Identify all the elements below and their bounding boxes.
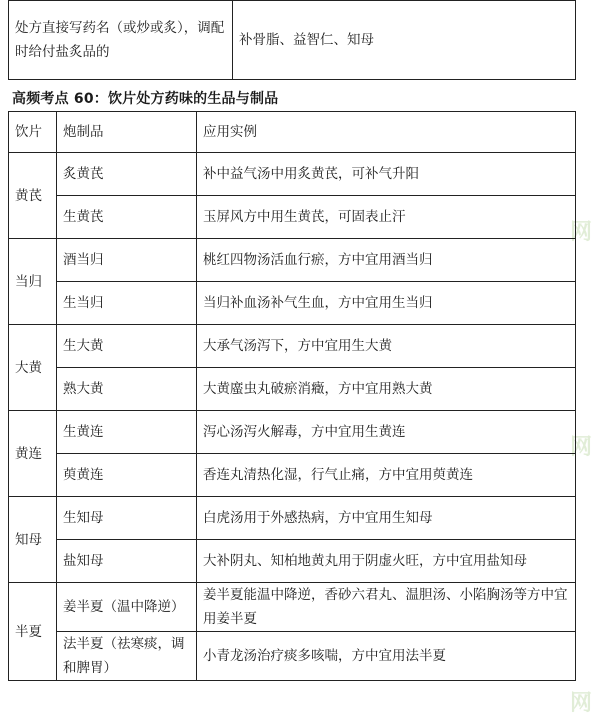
table-row <box>9 282 576 325</box>
table-row <box>9 153 576 196</box>
example-cell: 大承气汤泻下，方中宜用生大黄 <box>197 325 576 368</box>
herb-name-cell: 当归 <box>9 239 57 325</box>
example-cell: 大补阴丸、知柏地黄丸用于阴虚火旺，方中宜用盐知母 <box>197 540 576 583</box>
processed-cell: 酒当归 <box>57 239 197 282</box>
table-row <box>9 368 576 411</box>
processed-cell: 生大黄 <box>57 325 197 368</box>
header-cell: 炮制品 <box>57 112 197 153</box>
watermark: 网 <box>569 435 592 460</box>
processed-cell: 生知母 <box>57 497 197 540</box>
top-table <box>8 0 576 80</box>
herb-name-cell: 黄连 <box>9 411 57 497</box>
herb-name-cell: 大黄 <box>9 325 57 411</box>
example-cell: 姜半夏能温中降逆，香砂六君丸、温胆汤、小陷胸汤等方中宜用姜半夏 <box>197 583 576 632</box>
herb-name-cell: 知母 <box>9 497 57 583</box>
processed-cell: 生黄芪 <box>57 196 197 239</box>
top-right-cell: 补骨脂、益智仁、知母 <box>233 1 576 80</box>
example-cell: 大黄䗪虫丸破瘀消癥，方中宜用熟大黄 <box>197 368 576 411</box>
example-cell: 补中益气汤中用炙黄芪，可补气升阳 <box>197 153 576 196</box>
example-cell: 泻心汤泻火解毒，方中宜用生黄连 <box>197 411 576 454</box>
header-cell: 应用实例 <box>197 112 576 153</box>
table-header-row <box>9 112 576 153</box>
table-row <box>9 632 576 681</box>
example-cell: 当归补血汤补气生血，方中宜用生当归 <box>197 282 576 325</box>
table-row <box>9 411 576 454</box>
example-cell: 白虎汤用于外感热病，方中宜用生知母 <box>197 497 576 540</box>
herb-name-cell: 半夏 <box>9 583 57 681</box>
example-cell: 香连丸清热化湿，行气止痛，方中宜用萸黄连 <box>197 454 576 497</box>
processed-cell: 姜半夏（温中降逆） <box>57 583 197 632</box>
top-left-cell: 处方直接写药名（或炒或炙），调配时给付盐炙品的 <box>9 1 233 80</box>
processed-cell: 炙黄芪 <box>57 153 197 196</box>
watermark: 网 <box>569 220 592 245</box>
header-cell: 饮片 <box>9 112 57 153</box>
table-row <box>9 325 576 368</box>
herb-name-cell: 黄芪 <box>9 153 57 239</box>
table-row <box>9 239 576 282</box>
section-title: 高频考点 60：饮片处方药味的生品与制品 <box>12 91 279 107</box>
example-cell: 小青龙汤治疗痰多咳喘，方中宜用法半夏 <box>197 632 576 681</box>
table-row <box>9 454 576 497</box>
example-cell: 桃红四物汤活血行瘀，方中宜用酒当归 <box>197 239 576 282</box>
table-row <box>9 196 576 239</box>
table-row <box>9 1 576 80</box>
processed-cell: 法半夏（祛寒痰，调和脾胃） <box>57 632 197 681</box>
processed-cell: 盐知母 <box>57 540 197 583</box>
table-row <box>9 540 576 583</box>
processed-cell: 生当归 <box>57 282 197 325</box>
processed-cell: 萸黄连 <box>57 454 197 497</box>
watermark: 网 <box>569 691 592 716</box>
table-row <box>9 497 576 540</box>
processed-cell: 熟大黄 <box>57 368 197 411</box>
processed-cell: 生黄连 <box>57 411 197 454</box>
table-row <box>9 583 576 632</box>
herb-table <box>8 111 576 681</box>
example-cell: 玉屏风方中用生黄芪，可固表止汗 <box>197 196 576 239</box>
